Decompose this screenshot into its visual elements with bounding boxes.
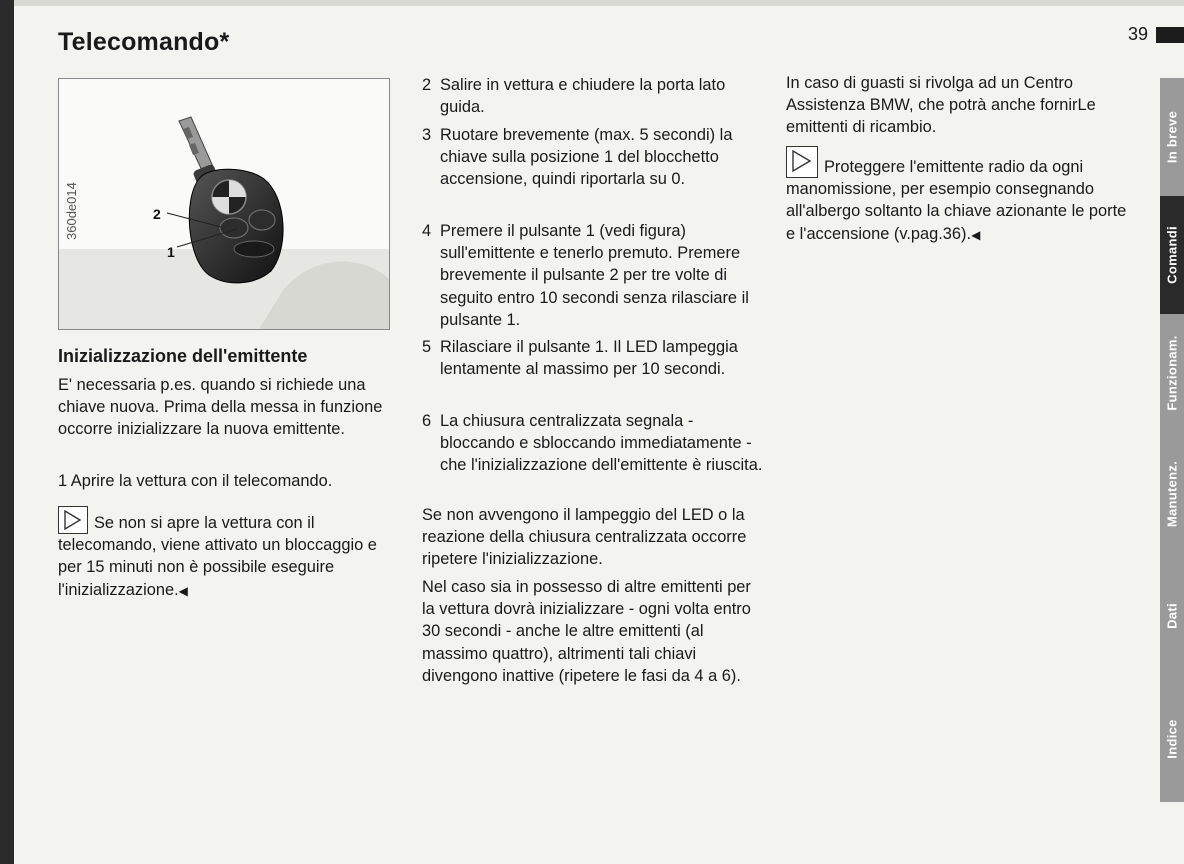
para-multi-emitters: Nel caso sia in possesso di altre emittenti per la vettura dovrà inizializzare - ogni volta entro 30 secondi - anche le altre emittenti (al massimo quattro), altrimenti tali chiavi divengono inattive (ripetere le fasi da 4 a 6).	[422, 578, 751, 685]
step-6	[422, 410, 768, 500]
step-2-number: 2	[422, 76, 432, 94]
para-led: Se non avvengono il lampeggio del LED o la reazione della chiusura centralizzata occorre ripetere l'inizializzazione.	[422, 506, 747, 569]
tab-indice[interactable]: Indice	[1160, 676, 1184, 802]
step-4	[422, 220, 768, 332]
step-5-number: 5	[422, 338, 432, 356]
step-1	[58, 470, 394, 492]
step-3-text: Ruotare brevemente (max. 5 secondi) la chiave sulla posizione 1 del blocchetto accensione, quindi riportarla su 0.	[440, 126, 733, 189]
page-edge-top	[0, 0, 1184, 6]
remote-key-illustration	[59, 79, 389, 329]
tab-in-breve[interactable]: In breve	[1160, 78, 1184, 196]
figure-label-2: 2	[153, 206, 161, 222]
step-1-text: Aprire la vettura con il telecomando.	[70, 472, 333, 490]
note-play-icon	[786, 146, 818, 178]
note-protection-text: Proteggere l'emittente radio da ogni manomissione, per esempio consegnando all'albergo soltanto la chiave azionante le porte e l'accensione (v.pag.36).	[786, 158, 1127, 243]
page-title: Telecomando*	[58, 28, 230, 56]
step-1-number: 1	[58, 472, 68, 490]
page-number-bar	[1156, 27, 1184, 43]
para-service: In caso di guasti si rivolga ad un Centro Assistenza BMW, che potrà anche fornirLe emittenti di ricambio.	[786, 74, 1096, 137]
remote-key-figure	[58, 78, 390, 330]
step-3	[422, 124, 768, 214]
tab-manutenz[interactable]: Manutenz.	[1160, 432, 1184, 556]
note-bloccaggio	[58, 506, 394, 602]
tab-funzionam[interactable]: Funzionam.	[1160, 314, 1184, 432]
note-play-icon	[58, 506, 88, 534]
step-6-number: 6	[422, 412, 432, 430]
page-number: 39	[1128, 24, 1149, 44]
step-2-text: Salire in vettura e chiudere la porta lato guida.	[440, 76, 726, 117]
step-4-text: Premere il pulsante 1 (vedi figura) sull'emittente e tenerlo premuto. Premere brevemente il pulsante 2 per tre volte di seguito entro 10 secondi senza rilasciare il pulsante 1.	[440, 222, 749, 329]
step-5	[422, 336, 768, 404]
note-protection	[786, 146, 1136, 246]
end-mark-icon: ◀	[178, 583, 188, 598]
tab-dati[interactable]: Dati	[1160, 556, 1184, 676]
end-mark-icon: ◀	[971, 227, 981, 242]
tab-comandi[interactable]: Comandi	[1160, 196, 1184, 314]
step-6-text: La chiusura centralizzata segnala - bloccando e sbloccando immediatamente - che l'inizializzazione dell'emittente è riuscita.	[440, 412, 763, 475]
intro-paragraph: E' necessaria p.es. quando si richiede una chiave nuova. Prima della messa in funzione occorre inizializzare la nuova emittente.	[58, 376, 383, 439]
step-3-number: 3	[422, 126, 432, 144]
step-2	[422, 74, 768, 118]
section-heading: Inizializzazione dell'emittente	[58, 346, 308, 366]
figure-code: 360de014	[64, 182, 79, 240]
note-bloccaggio-text: Se non si apre la vettura con il telecomando, viene attivato un bloccaggio e per 15 minuti non è possibile eseguire l'inizializzazione.	[58, 514, 377, 599]
figure-label-1: 1	[167, 244, 175, 260]
page-edge-left	[0, 0, 14, 864]
step-5-text: Rilasciare il pulsante 1. Il LED lampeggia lentamente al massimo per 10 secondi.	[440, 338, 738, 379]
step-4-number: 4	[422, 222, 432, 240]
